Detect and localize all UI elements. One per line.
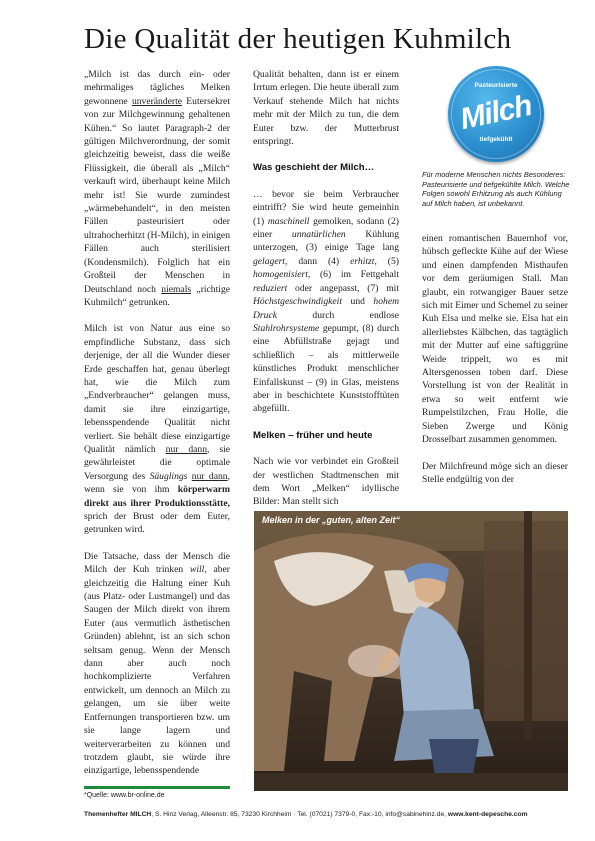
- photo-label: Melken in der „guten, alten Zeit“: [262, 515, 401, 525]
- paragraph: Qualität behalten, dann ist er einem Irrtum erlegen. Die heute überall zum Verkauf stehende Milch hat nichts mehr mit der Milch zu tun, die dem Euter bzw. der Mutterbrust entspringt.: [253, 69, 399, 148]
- footnote: *Quelle: www.br-online.de: [84, 792, 165, 799]
- paragraph: Nach wie vor verbindet ein Großteil der westlichen Stadtmenschen mit dem Wort „Melken“ idyllische Bilder: Man stellt sich: [253, 456, 399, 508]
- milking-scene-illustration: [254, 511, 568, 791]
- footer-publication: Themenhefter MILCH: [84, 811, 152, 818]
- text-column-1: [84, 68, 230, 791]
- paragraph: Der Milchfreund möge sich an dieser Stelle endgültig von der: [422, 460, 568, 485]
- section-heading: Was geschieht der Milch…: [253, 162, 375, 174]
- paragraph: Die Tatsache, dass der Mensch die Milch der Kuh trinken will, aber gleichzeitig die Haltung einer Kuh (aus Platz- oder Lustmangel) und das Saugen der Milch direkt von ihrem Euter (aus vermutlich ästhetischen Gründen) ablehnt, ist an sich schon seltsam genug. Wenn der Mensch dann aber auch noch hochkomplizierte Verfahren entwickelt, um dennoch an Milch zu gelangen, um sie über weite Entfernungen transportieren bzw. um sie lange lagern und weiterverarbeiten zu können und trotzdem glaubt, sie würde ihre einzigartige, lebensspendende: [84, 550, 230, 777]
- paragraph: … bevor sie beim Verbraucher eintrifft? Sie wird heute gemeinhin (1) maschinell gemolken, sodann (2) einer unnatürlichen Kühlung unterzogen, (3) einige Tage lang gelagert, dann (4) erhitzt, (5) homogenisiert, (6) im Fettgehalt reduziert oder angepasst, (7) mit Höchstgeschwindigkeit und hohem Druck durch endlose Stahlrohrsysteme gepumpt, (8) durch eine Abfüllstraße gejagt und schließlich – als mittlerweile künstliches Produkt menschlicher Einfallskunst – (9) in Glas, meistens aber in beschichtete Kunststofftüten abgefüllt.: [253, 188, 399, 415]
- section-heading: Melken – früher und heute: [253, 429, 373, 441]
- badge-top-text: Pasteurisierte: [474, 82, 518, 89]
- page-title: Die Qualität der heutigen Kuhmilch: [84, 23, 512, 55]
- image-caption: Für moderne Menschen nichts Besonderes: Pasteurisierte und tiefgekühlte Milch. Welche Folgen sowohl Erhitzung als auch Kühlung auf Milch haben, ist unbekannt.: [422, 170, 570, 208]
- milking-photo: [254, 511, 568, 791]
- footer-website: www.kent-depesche.com: [447, 811, 528, 818]
- paragraph: Milch ist von Natur aus eine so empfindliche Substanz, dass sich derjenige, der all die Wunder dieser Erde geschaffen hat, genau überlegt hat, wie die Milch zum „Endverbraucher“ gelangen muss, damit sie ihre einzigartige, lebensspendende Qualität nicht verliert. Sie behält diese einzigartige Qualität nämlich nur dann, sie gewährleistet die optimale Versorgung des Säuglings nur dann, wenn sie von ihm körperwarm direkt aus ihrer Produktionsstätte, sprich der Brust oder dem Euter, getrunken wird.: [84, 323, 230, 536]
- text-column-3: [422, 232, 568, 499]
- paragraph: einen romantischen Bauernhof vor, hübsch gefleckte Kühe auf der Wiese und einen dampfenden Misthaufen vor dem geräumigen Stall. Man glaubt, ein rotwangiger Bauer setze sich mit Eimer und Schemel zu seiner Kuh Elsa und melke sie. Elsa hat ein allerliebstes Kälbchen, das tagtäglich mit der Mutter auf eine saftiggrüne Weide trippelt, wo es mit Altersgenossen toben darf. Diese Vorstellung ist von der Realität in etwa so weit entfernt wie Rumpelstilzchen, Frau Holle, die Sieben Zwerge und König Drosselbart zusammen genommen.: [422, 233, 568, 446]
- text-column-2: [253, 68, 399, 522]
- milk-badge-image: [448, 66, 544, 162]
- paragraph: „Milch ist das durch ein- oder mehrmaliges tägliches Melken gewonnene unveränderte Eutersekret von zur Milchgewinnung gehaltenen Kühen.“ So lautet Paragraph-2 der gültigen Milchverordnung, der somit gleichzeitig beweist, dass die weiße Flüssigkeit, die überall als „Milch“ verkauft wird, überhaupt keine Milch mehr ist! Sie wurde zumindest „wärmebehandelt“, in den meisten Fällen pasteurisiert oder ultrahocherhitzt (H-Milch), in einigen Fällen auch sterilisiert (Kondensmilch). Folglich hat ein Großteil der Menschen in Deutschland noch niemals „richtige Kuhmilch“ getrunken.: [84, 69, 230, 308]
- badge-main-text: Milch: [457, 88, 535, 137]
- page-footer: [84, 811, 574, 818]
- badge-bottom-text: tiefgekühlt: [479, 136, 513, 143]
- footnote-divider: [84, 786, 230, 789]
- footer-address: , S. Hinz Verlag, Alleenstr. 85, 73230 Kirchheim · Tel. (07021) 7379-0, Fax:-10, info@sabinehinz.de,: [151, 811, 448, 818]
